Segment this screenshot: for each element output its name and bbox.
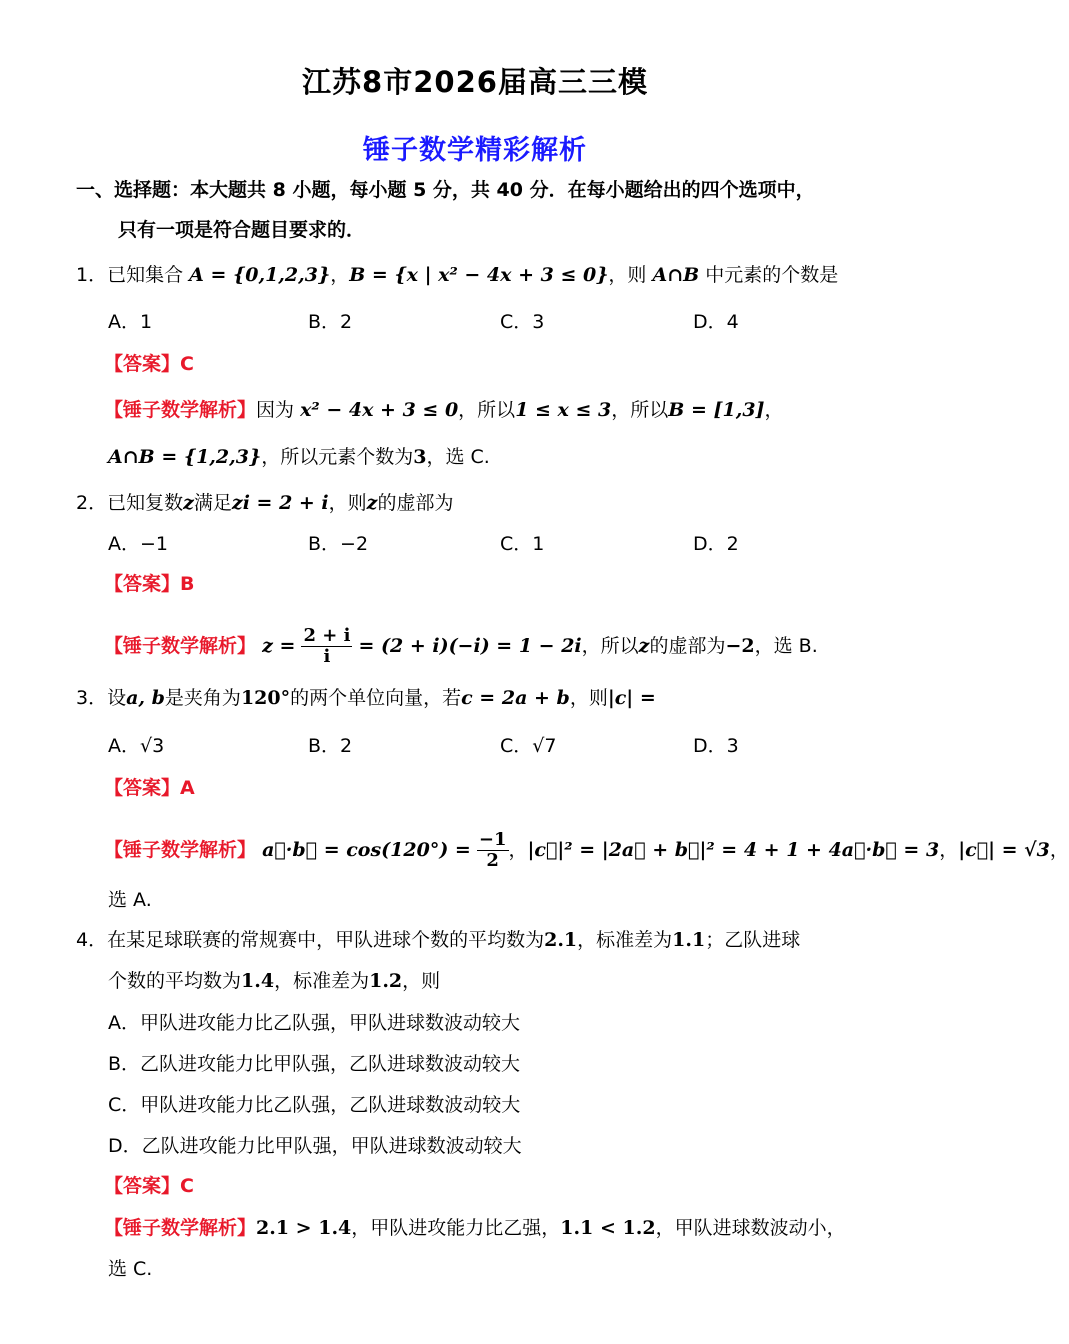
section-heading-cont: 只有一项是符合题目要求的． bbox=[118, 219, 366, 241]
q1-option-c: C．3 bbox=[500, 311, 545, 333]
question-2: 2．已知复数z满足zi = 2 + i，则z的虚部为 bbox=[76, 492, 454, 514]
q4-option-a: A．甲队进攻能力比乙队强，甲队进球数波动较大 bbox=[108, 1012, 520, 1034]
q4-option-c: C．甲队进攻能力比乙队强，乙队进球数波动较大 bbox=[108, 1094, 521, 1116]
q3-option-d: D．3 bbox=[693, 735, 739, 757]
q4-analysis: 【锤子数学解析】2.1 > 1.4，甲队进攻能力比乙强，1.1 < 1.2，甲队进球数波动小， bbox=[104, 1217, 846, 1239]
q3-option-c: C．√7 bbox=[500, 735, 557, 757]
q3-answer: 【答案】A bbox=[104, 777, 195, 799]
q2-analysis: 【锤子数学解析】 z = $\frac{2 + i}{i}$ = (2 + i)(−i) = 1 − 2i，所以z的虚部为−2，选 B. bbox=[104, 625, 818, 667]
q3-analysis-cont: 选 A. bbox=[108, 889, 152, 911]
q4-option-b: B．乙队进攻能力比甲队强，乙队进球数波动较大 bbox=[108, 1053, 521, 1075]
q1-option-d: D．4 bbox=[693, 311, 739, 333]
q2-option-c: C．1 bbox=[500, 533, 545, 555]
q4-answer: 【答案】C bbox=[104, 1175, 194, 1197]
question-3: 3．设a, b是夹角为120°的两个单位向量，若c = 2a + b，则|c| = bbox=[76, 687, 656, 709]
q1-analysis-cont: A∩B = {1,2,3}，所以元素个数为3，选 C. bbox=[108, 446, 490, 468]
q3-fraction: $\frac{-1}{2}$ bbox=[478, 829, 507, 871]
q1-option-b: B．2 bbox=[308, 311, 353, 333]
page-title: 江苏8市2026届高三三模 bbox=[302, 65, 648, 99]
section-heading: 一、选择题：本大题共 8 小题，每小题 5 分，共 40 分．在每小题给出的四个选项中， bbox=[76, 179, 815, 201]
q2-answer: 【答案】B bbox=[104, 573, 195, 595]
q4-analysis-cont: 选 C. bbox=[108, 1258, 153, 1280]
q3-analysis: 【锤子数学解析】 a⃗·b⃗ = cos(120°) = $\frac{-1}{2}$ ，|c⃗|² = |2a⃗ + b⃗|² = 4 + 1 + 4a⃗·b⃗ = 3，|c⃗| = √3， bbox=[104, 829, 1069, 871]
page-subtitle: 锤子数学精彩解析 bbox=[363, 135, 587, 166]
q3-option-b: B．2 bbox=[308, 735, 353, 757]
q2-option-d: D．2 bbox=[693, 533, 739, 555]
q1-option-a: A．1 bbox=[108, 311, 153, 333]
q3-option-a: A．√3 bbox=[108, 735, 165, 757]
q2-option-b: B．−2 bbox=[308, 533, 369, 555]
question-4-cont: 个数的平均数为1.4，标准差为1.2，则 bbox=[108, 970, 441, 992]
question-4: 4．在某足球联赛的常规赛中，甲队进球个数的平均数为2.1，标准差为1.1；乙队进球 bbox=[76, 929, 801, 951]
q2-option-a: A．−1 bbox=[108, 533, 169, 555]
q1-analysis: 【锤子数学解析】因为 x² − 4x + 3 ≤ 0，所以1 ≤ x ≤ 3，所以B = [1,3]， bbox=[104, 399, 784, 421]
question-1: 1．已知集合 A = {0,1,2,3}，B = {x | x² − 4x + 3 ≤ 0}，则 A∩B 中元素的个数是 bbox=[76, 264, 839, 286]
q1-answer: 【答案】C bbox=[104, 353, 194, 375]
q4-option-d: D．乙队进攻能力比甲队强，甲队进球数波动较大 bbox=[108, 1135, 522, 1157]
q2-fraction: $\frac{2 + i}{i}$ bbox=[303, 625, 351, 667]
